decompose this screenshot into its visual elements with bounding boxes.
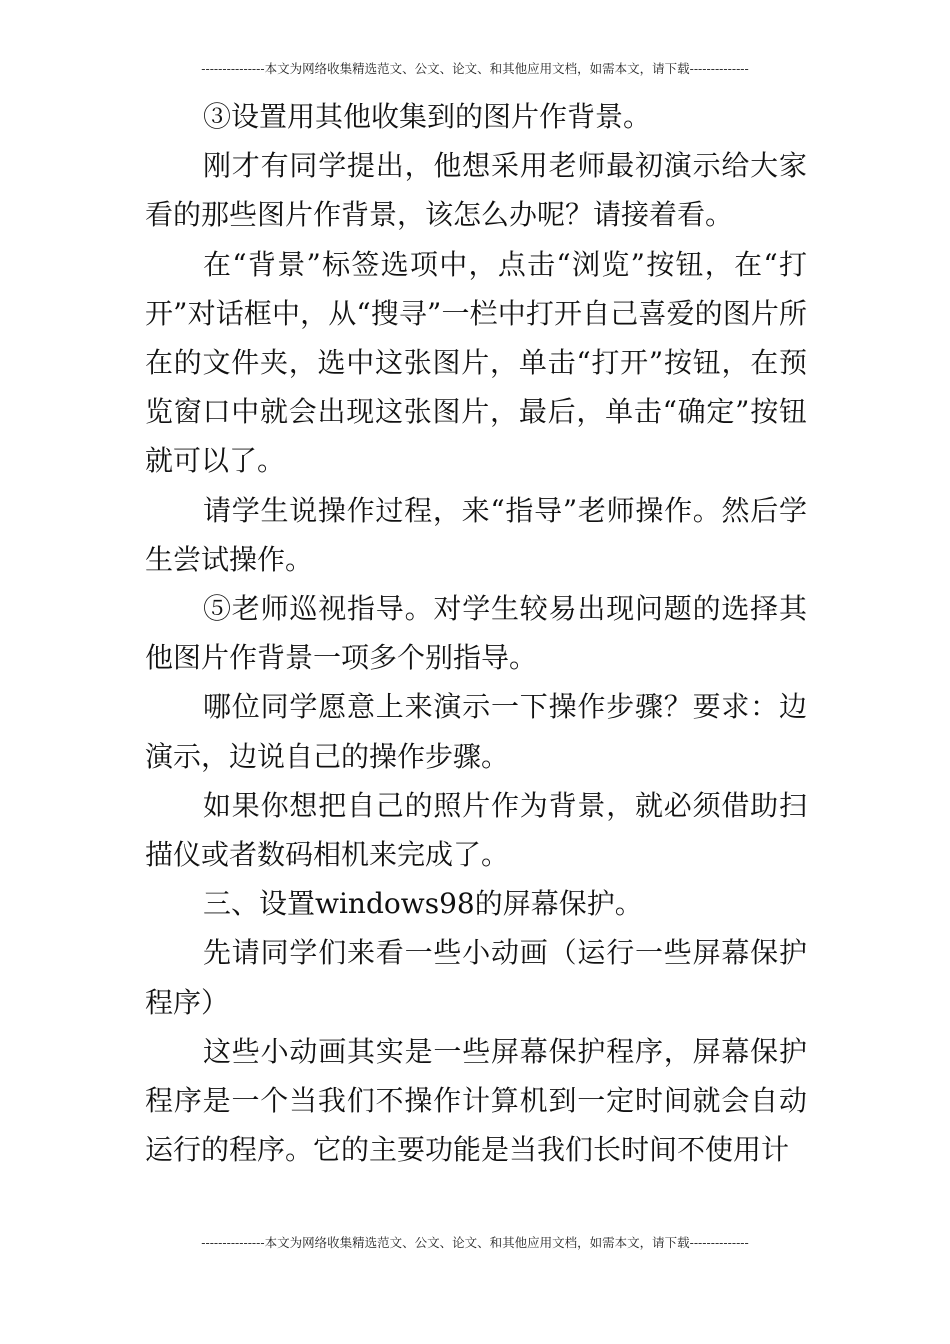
page-footer: ---------------本文为网络收集精选范文、公文、论文、和其他应用文档，如需本文，请下载-------------- <box>201 1235 749 1250</box>
page-header: ---------------本文为网络收集精选范文、公文、论文、和其他应用文档，如需本文，请下载-------------- <box>201 61 749 76</box>
document-body <box>145 92 807 1174</box>
paragraph-animations: 先请同学们来看一些小动画（运行一些屏幕保护程序） <box>145 936 807 1019</box>
paragraph-photo-background: 如果你想把自己的照片作为背景，就必须借助扫描仪或者数码相机来完成了。 <box>145 788 807 872</box>
paragraph-screensaver-explanation: 这些小动画其实是一些屏幕保护程序，屏幕保护程序是一个当我们不操作计算机到一定时间就会自动运行的程序。它的主要功能是当我们长时间不使用计 <box>145 1034 807 1167</box>
paragraph-student-guide: 请学生说操作过程，来“指导”老师操作。然后学生尝试操作。 <box>145 493 807 576</box>
paragraph-student-question: 刚才有同学提出，他想采用老师最初演示给大家看的那些图片作背景，该怎么办呢？请接着看。 <box>145 149 807 232</box>
paragraph-demo-request: 哪位同学愿意上来演示一下操作步骤？要求：边演示，边说自己的操作步骤。 <box>145 690 807 773</box>
paragraph-browse-instructions: 在“背景”标签选项中，点击“浏览”按钮，在“打开”对话框中，从“搜寻”一栏中打开自己喜爱的图片所在的文件夹，选中这张图片，单击“打开”按钮，在预览窗口中就会出现这张图片，最后，单击“确定”按钮就可以了。 <box>145 247 807 478</box>
paragraph-step5-patrol: ⑤老师巡视指导。对学生较易出现问题的选择其他图片作背景一项多个别指导。 <box>145 592 807 675</box>
paragraph-step3-title: ③设置用其他收集到的图片作背景。 <box>203 100 652 133</box>
section-heading-screensaver: 三、设置windows98的屏幕保护。 <box>203 887 643 921</box>
